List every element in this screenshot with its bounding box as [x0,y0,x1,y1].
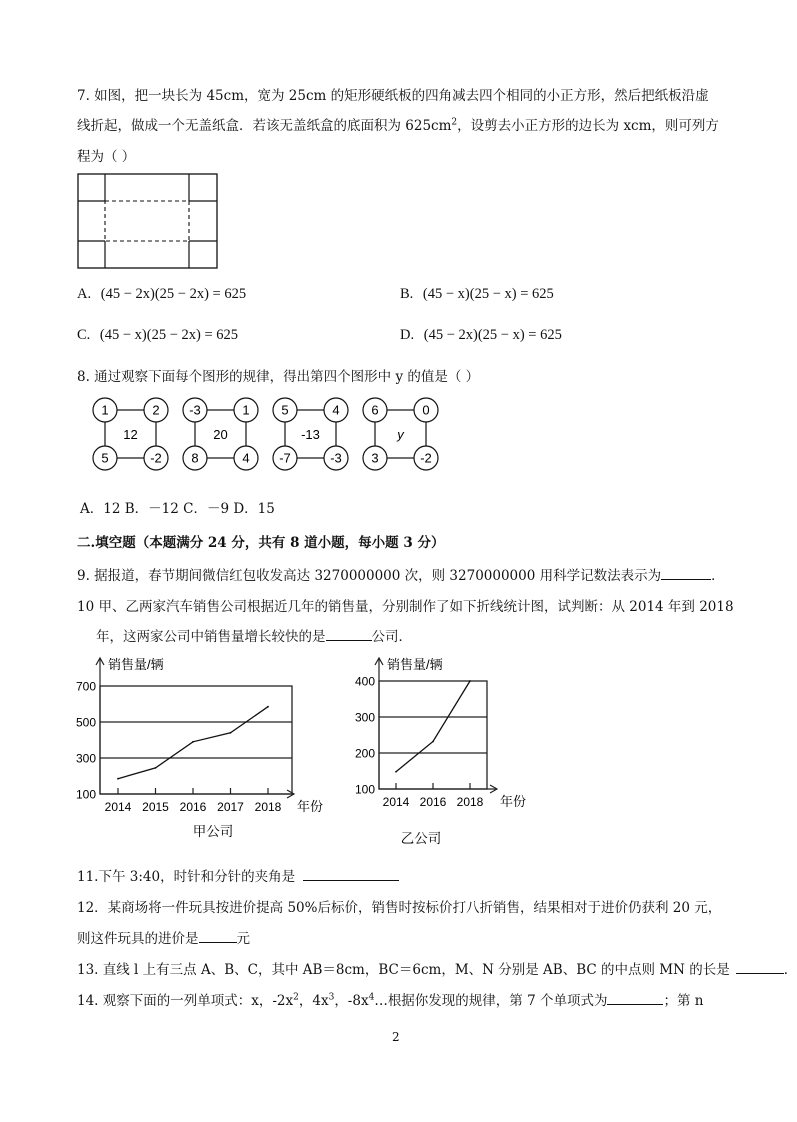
data-point [469,680,471,682]
q14-part: 14. 观察下面的一列单项式：x，-2x [77,993,294,1009]
data-point [267,706,269,708]
x-tick-label: 2018 [456,795,484,809]
circle-value: -2 [150,450,162,466]
x-tick-label: 2014 [382,795,410,809]
q10-line1: 10 甲、乙两家汽车销售公司根据近几年的销售量，分别制作了如下折线统计图，试判断：从 2014 年到 2018 [77,599,734,615]
option-text: (45 − 2x)(25 − x) = 625 [423,327,562,343]
q7-line2-a: 线折起，做成一个无盖纸盒．若该无盖纸盒的底面积为 625cm [77,118,452,134]
pattern-figure [183,398,258,470]
option-text: (45 − x)(25 − 2x) = 625 [99,327,239,343]
y-tick-label: 300 [354,710,375,725]
q13 [77,958,797,978]
y-axis-label: 销售量/辆 [387,657,443,672]
series-line [118,707,268,779]
q7-option-b [400,286,554,303]
option-label: B. [400,286,414,302]
q7-line2-b: ，设剪去小正方形的边长为 xcm，则可列方 [457,118,719,134]
answer-blank[interactable] [661,565,711,580]
answer-blank[interactable] [736,959,784,974]
q10-line2-b: 公司． [371,629,412,645]
circle-value: 5 [281,402,289,418]
q14-part: …根据你发现的规律，第 7 个单项式为 [374,993,608,1009]
circle-value: -3 [330,450,342,466]
series-line [396,681,470,772]
y-tick-label: 500 [75,715,96,730]
chart-jia [68,650,338,850]
x-axis-label: 年份 [297,799,324,814]
plot-frame [100,686,292,794]
answer-blank[interactable] [303,866,399,881]
circle-value: 5 [101,450,109,466]
pattern-figure [93,398,168,470]
circle-value: 4 [332,402,340,418]
plot-frame [379,681,487,789]
circle-value: -7 [279,450,291,466]
circle-value: -2 [420,450,432,466]
x-tick-label: 2017 [217,800,244,814]
y-tick-label: 400 [354,674,375,689]
q8-text: 8. 通过观察下面每个图形的规律，得出第四个图形中 y 的值是（ ） [77,369,480,385]
q12-line2-a: 则这件玩具的进价是 [77,931,199,947]
q7-option-c [77,327,238,344]
q14 [77,989,703,1009]
answer-blank[interactable] [607,990,663,1005]
circle-value: 1 [101,402,109,418]
data-point [192,741,194,743]
q7-option-d [400,327,562,344]
circle-value: 2 [152,402,160,418]
y-axis-label: 销售量/辆 [108,657,164,672]
circle-value: 0 [422,402,430,418]
option-text: (45 − x)(25 − x) = 625 [422,286,554,302]
q7-sup: 2 [451,117,458,128]
board-outline [78,174,217,268]
x-tick-label: 2018 [254,800,282,814]
q14-part: ；第 n [663,993,704,1009]
answer-blank[interactable] [199,928,237,943]
q12-line2 [77,927,250,947]
q10-line2 [96,625,412,645]
q9-text: 9. 据报道，春节期间微信红包收发高达 3270000000 次，则 3270000000 用科学记数法表示为 [77,568,662,584]
circle-value: 8 [191,450,199,466]
fold-line [105,201,189,241]
chart-title: 甲公司 [192,824,234,839]
q14-part: ，4x [298,993,329,1009]
center-value: -13 [301,427,320,442]
q14-part: ，-8x [334,993,369,1009]
y-tick-label: 700 [75,679,96,694]
circle-value: 4 [242,450,250,466]
q14-sup: 3 [328,992,335,1003]
q8-figures [88,393,448,475]
option-label: C. [77,327,91,343]
data-point [117,778,119,780]
q11-text: 11.下午 3:40，时针和分针的夹角是 [77,869,296,885]
data-point [155,767,157,769]
q13-end: ． [783,962,797,978]
q7-line2 [77,114,719,134]
x-tick-label: 2016 [419,795,447,809]
q9 [77,564,725,584]
page-number: 2 [392,1030,400,1044]
x-axis-label: 年份 [500,794,527,809]
option-label: A. [77,286,92,302]
q13-text: 13. 直线 l 上有三点 A、B、C，其中 AB＝8cm，BC＝6cm，M、N 分别是 AB、BC 的中点则 MN 的长是 [77,962,730,978]
q11 [77,865,399,885]
q7-line3: 程为（ ） [77,149,136,165]
option-text: (45 − 2x)(25 − 2x) = 625 [100,286,247,302]
q12-line2-b: 元 [236,931,250,947]
q7-option-a [77,286,246,303]
q10-line2-a: 年，这两家公司中销售量增长较快的是 [96,629,326,645]
data-point [230,732,232,734]
x-tick-label: 2015 [142,800,169,814]
q7-line1: 7. 如图，把一块长为 45cm，宽为 25cm 的矩形硬纸板的四角减去四个相同的小正方形，然后把纸板沿虚 [77,88,709,104]
circle-value: -3 [189,402,201,418]
center-value: y [397,427,404,442]
q7-figure [77,173,219,270]
answer-blank[interactable] [326,626,372,641]
q14-sup: 2 [293,992,299,1003]
center-value: 20 [213,427,228,442]
option-label: D. [400,327,415,343]
chart-yi [345,650,545,850]
x-tick-label: 2016 [179,800,207,814]
section-title: 二.填空题（本题满分 24 分，共有 8 道小题，每小题 3 分） [77,535,445,551]
y-tick-label: 100 [354,782,375,797]
y-tick-label: 100 [75,787,96,802]
pattern-figure [273,398,348,470]
q12-line1: 12．某商场将一件玩具按进价提高 50%后标价，销售时按标价打八折销售，结果相对于进价仍获利 20 元， [77,900,722,916]
q9-end: ． [711,568,725,584]
data-point [432,741,434,743]
chart-title: 乙公司 [400,831,442,846]
center-value: 12 [123,427,138,442]
circle-value: 6 [371,402,379,418]
x-tick-label: 2014 [104,800,132,814]
q8-options: A．12 B．－12 C．－9 D．15 [80,501,275,517]
y-tick-label: 200 [354,746,375,761]
data-point [395,771,397,773]
circle-value: 3 [371,450,379,466]
y-tick-label: 300 [75,751,96,766]
circle-value: 1 [242,402,250,418]
q14-sup: 4 [368,992,375,1003]
pattern-figure [363,398,438,470]
